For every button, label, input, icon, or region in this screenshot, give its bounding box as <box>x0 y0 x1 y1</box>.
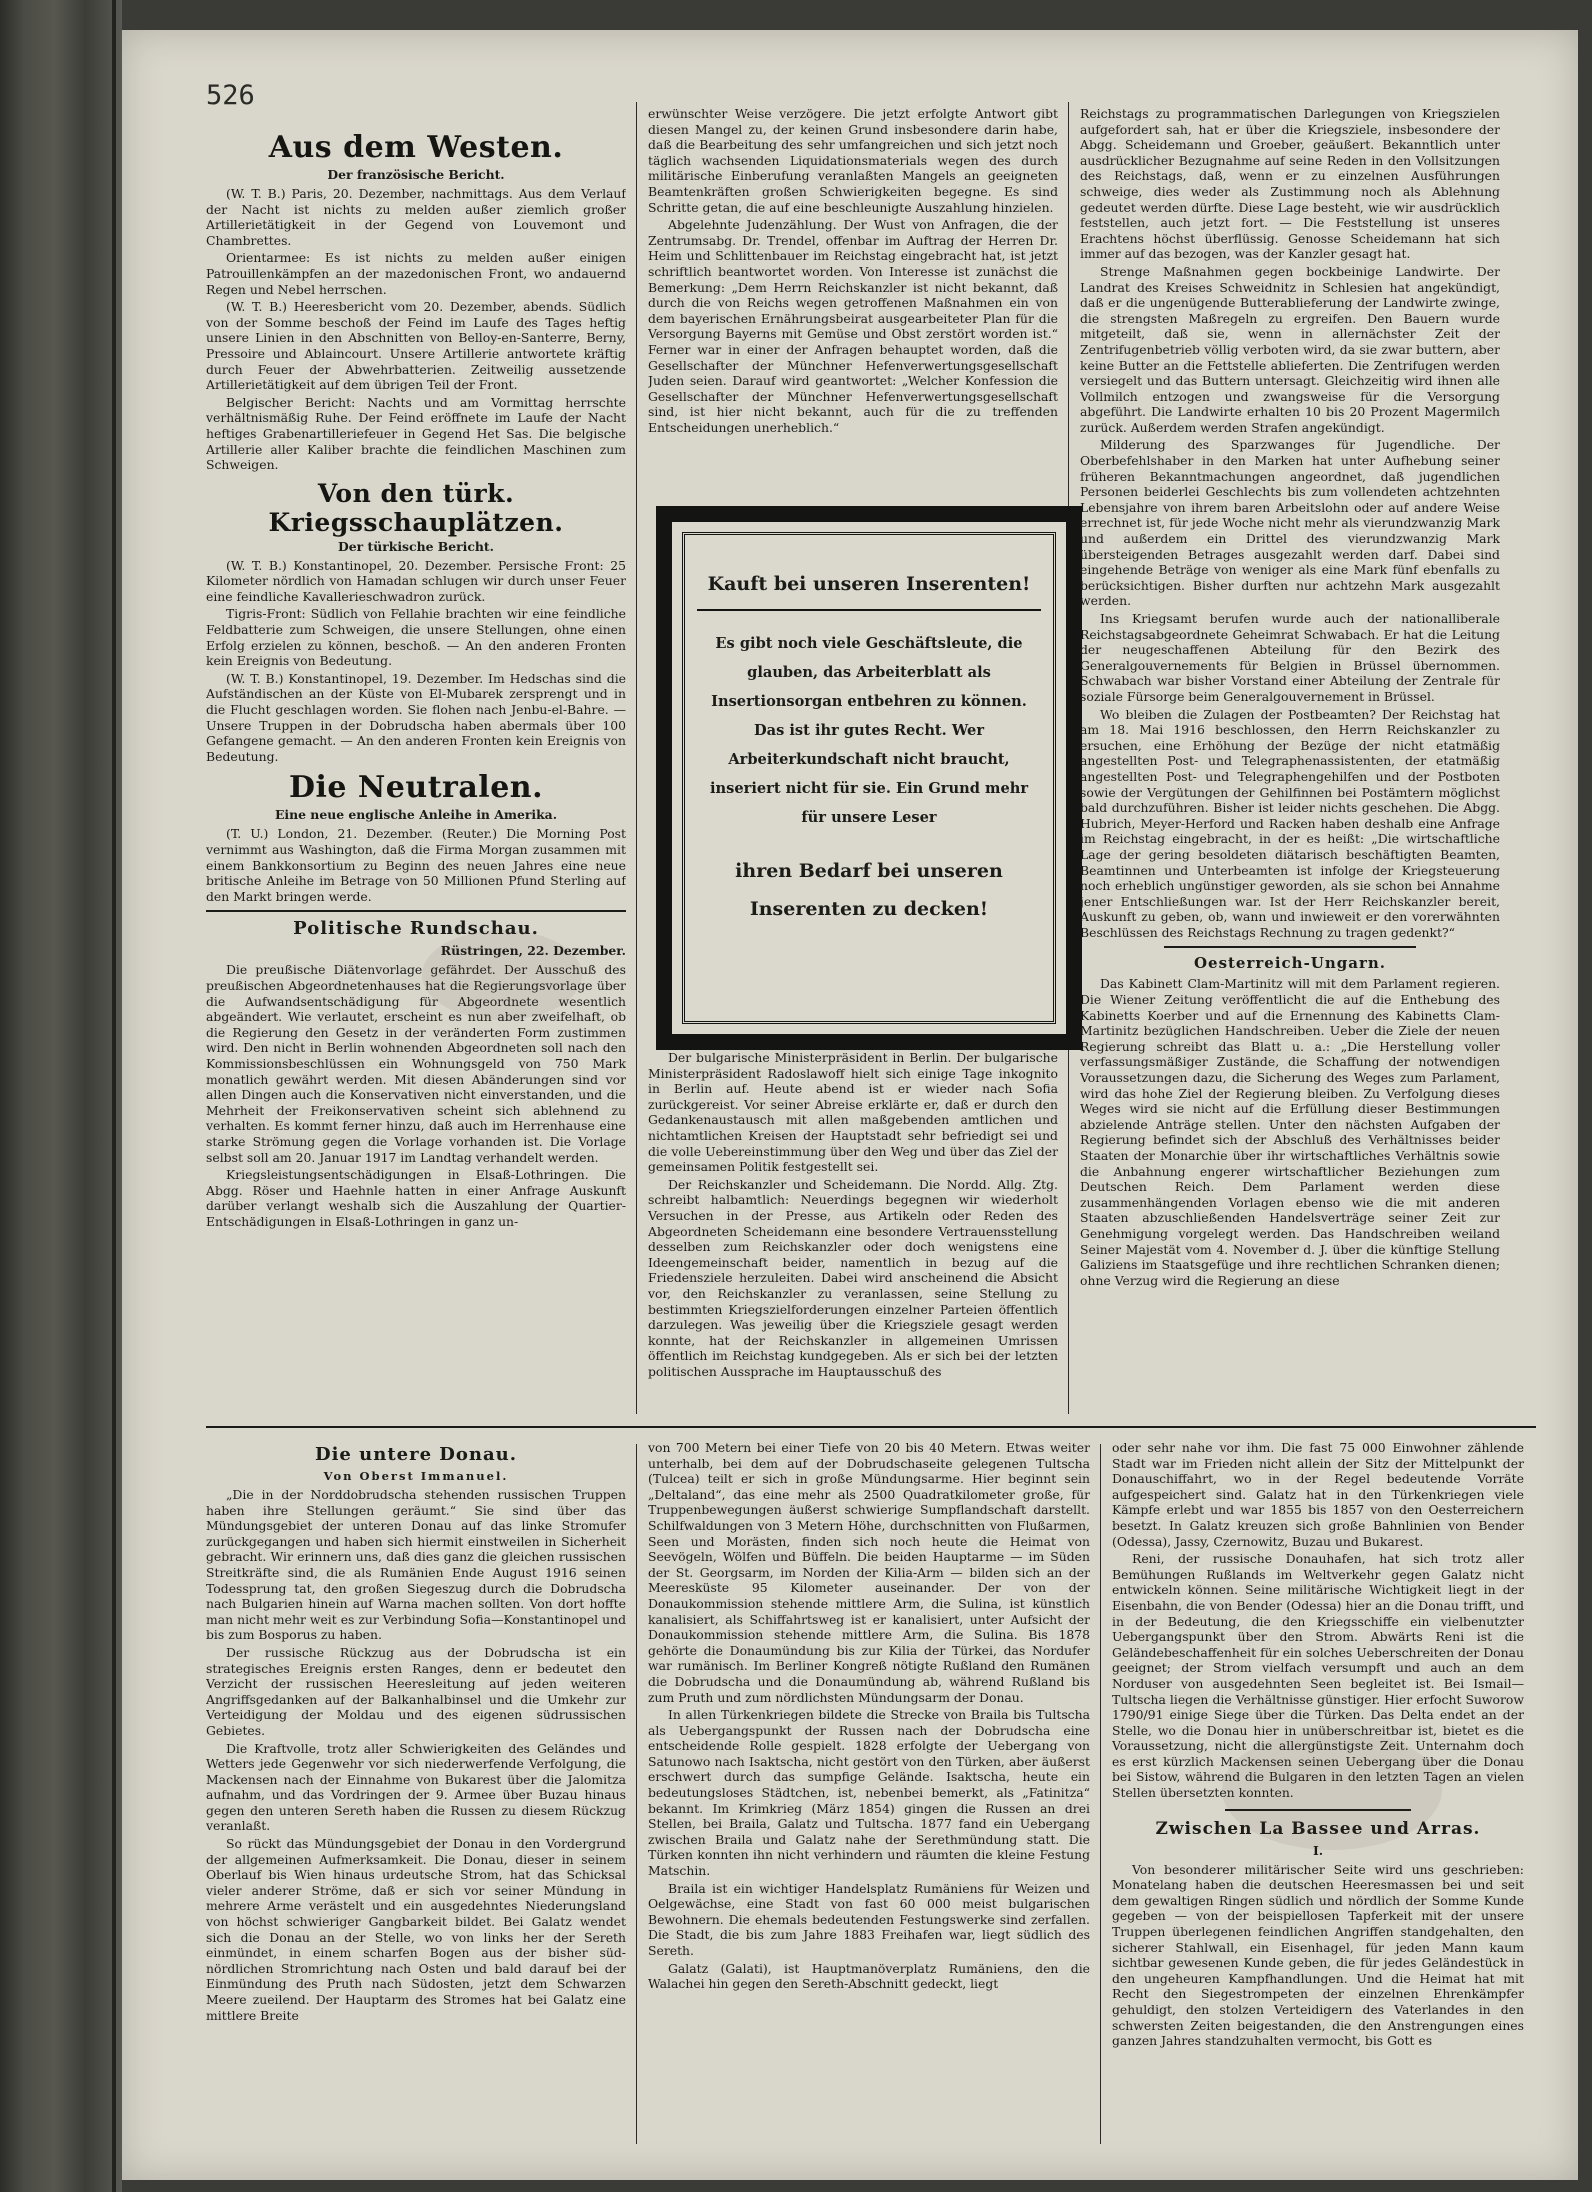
advertisement-box <box>656 506 1082 1050</box>
short-rule <box>1164 946 1416 948</box>
subheadline-turk: Der türkische Bericht. <box>338 538 494 554</box>
article-chancellor: Der Reichskanzler und Scheidemann. Die Nordd. Allg. Ztg. schreibt halbamtlich: Neuerdings begegnen wir wiederholt Versuchen in der Presse, aus Artikeln oder Reden des Abgeordneten Scheidemann eine besondere Vertrauensstellung desselben zum Reichskanzler oder doch wenigstens eine Ideengemeinschaft beider, namentlich in bezug auf die Friedensziele herzuleiten. Dabei wird anscheinend die Absicht vor, den Reichskanzler zu veranlassen, seine Stellung zu bestimmten Kriegszielforderungen einzelner Parteien öffentlich darzulegen. Was jeweilig über die Kriegsziele gesagt werden konnte, hat der Reichskanzler in allgemeinen Umrissen öffentlich im Reichstag kundgegeben. Als er sich bei der letzten politischen Aussprache im Hauptausschuß des <box>648 1176 1058 1379</box>
lower-column-2 <box>648 1440 1090 2145</box>
article-neutral-p1: (T. U.) London, 21. Dezember. (Reuter.) Die Morning Post vernimmt aus Washington, daß die Firma Morgan zusammen mit einem Bankkonsortium zu Beginn des neuen Jahres eine neue britische Anleihe im Betrage von 50 Millionen Pfund Sterling auf den Markt bringen werde. <box>206 826 626 904</box>
headline-neutral: Die Neutralen. <box>288 770 544 806</box>
article-sparzwang: Milderung des Sparzwanges für Jugendliche. Der Oberbefehlshaber in den Marken hat unter Aufhebung seiner früheren Bekanntmachungen angeordnet, daß jugendlichen Personen beiderlei Geschlechts bis zum vollendeten achtzehnten Lebensjahre von ihrem baren Arbeitslohn oder auf andere Weise errechnet ist, für jede Woche nicht mehr als vierundzwanzig Mark und außerdem ein Drittel des vierundzwanzig Mark übersteigenden Betrages ausgezahlt werden darf. Dabei sind eingehende Beträge von weniger als eine Mark fünf ebenfalls zu berücksichtigen. Bisher durften nur achtzehn Mark ausgezahlt werden. <box>1080 437 1500 609</box>
part-number: I. <box>1312 1842 1324 1858</box>
dateline-politics: Rüstringen, 22. Dezember. <box>440 943 626 959</box>
ad-body: Es gibt noch viele Geschäftsleute, die glauben, das Arbeiterblatt als Insertionsorgan entbehren zu können. Das ist ihr gutes Recht. Wer Arbeiterkundschaft nicht braucht, inseriert nicht für sie. Ein Grund mehr für unsere Leser <box>709 635 1029 826</box>
donau-p5: von 700 Metern bei einer Tiefe von 20 bis 40 Metern. Etwas weiter unterhalb, bei dem auf der Dobrudschaseite gelegenen Tultscha (Tulcea) teilt er sich in große Mündungsarme. Hier beginnt sein „Deltaland“, das eine mehr als 2500 Quadratkilometer große, für Truppenbewegungen äußerst schwierige Sumpflandschaft darstellt. Schilfwaldungen von 3 Metern Höhe, durchschnitten von Flußarmen, Seen und Morästen, finden sich noch heute die Heimat von Seevögeln, Wölfen und Büffeln. Die beiden Hauptarme — im Süden der St. Georgsarm, im Norden der Kilia-Arm — bilden sich an der Meeresküste 95 Kilometer auseinander. Der von der Donaukommission stehende mittlere Arm, die Sulina, ist künstlich kanalisiert, als Schiffahrtsweg ist er kanalisiert, unter Aufsicht der Donaukommission stehende mittlere Arm, die Sulina. Bis 1878 gehörte die Donaumündung bis zur Kilia der Türkei, das Nordufer war rumänisch. Im Berliner Kongreß nötigte Rußland den Rumänen die Dobrudscha und die Donaumündung ab, während Rußland bis zum Pruth und zum nördlichsten Mündungsarm der Donau. <box>648 1440 1090 1705</box>
la-bassee-p1: Von besonderer militärischer Seite wird uns geschrieben: Monatelang haben die deutschen Heeresmassen bei und seit dem gewaltigen Ringen südlich und nördlich der Somme Kunde gegeben — von der beispiellosen Tapferkeit mit der unsere Truppen überlegenen feindlichen Angriffen standgehalten, den sicherer Stahlwall, ein Eisenhagel, für jeden Mann kaum sichtbar gewesenen Kunde geben, die für jedes Geländestück in den ungeheuren Kampfhandlungen. Und die Heimat hat mit Recht den Siegestrompeten der einzelnen Ehrenkämpfer gehuldigt, den stolzen Verteidigern des Vaterlandes in den schwersten Zeiten beigestanden, die den Anstrengungen eines ganzen Jahres standzuhalten vermocht, bis Gott es <box>1112 1861 1524 2049</box>
column-rule-4 <box>1100 1444 1101 2144</box>
column-rule-1 <box>636 102 637 1414</box>
column-3 <box>1080 106 1500 1418</box>
article-politics-p2: Kriegsleistungsentschädigungen in Elsaß-Lothringen. Die Abgg. Röser und Haehnle hatten in einer Anfrage Auskunft darüber verlangt weshalb sich die Auszahlung der Quartier-Entschädigungen in Elsaß-Lothringen in ganz un- <box>206 1167 626 1229</box>
article-austria-p1: Das Kabinett Clam-Martinitz will mit dem Parlament regieren. Die Wiener Zeitung veröffentlicht die auf die Enthebung des Kabinetts Koerber und auf die Ernennung des Kabinetts Clam-Martinitz bezüglichen Handschreiben. Ueber die Ziele der neuen Regierung schreibt das Blatt u. a.: „Die Herstellung voller verfassungsmäßiger Zustände, die Schaffung der notwendigen Voraussetzungen dazu, die Sicherung des Weges zum Parlament, wird das hohe Ziel der Regierung bleiben. Zu Verfolgung dieses Weges wird sie nicht auf die Erfüllung dieser Bestimmungen abzielende Anträge stellen. Unter den nächsten Aufgaben der Regierung befindet sich der Abschluß des Verhältnisses beider Staaten der Monarchie über ihr wirtschaftliches Verhältnis sowie die Anbahnung engerer wirtschaftlicher Beziehungen zum Deutschen Reich. Dem Parlament werden diese zusammenhängenden Vorlagen ebenso wie die mit anderen Staaten abzuschließenden Handelsverträge seiner Zeit zur Genehmigung vorgelegt werden. Das Handschreiben weiland Seiner Majestät vom 4. November d. J. über die künftige Stellung Galiziens im Staatsgefüge und ihre rechtlichen Schranken dienen; ohne Verzug wird die Regierung an diese <box>1080 976 1500 1288</box>
article-west-p3: (W. T. B.) Heeresbericht vom 20. Dezember, abends. Südlich von der Somme beschoß der Feind im Laufe des Tages heftig unsere Linien in den Abschnitten von Belloy-en-Santerre, Berny, Pressoire und Ablaincourt. Unsere Artillerie antwortete kräftig durch Feuer der Abwehrbatterien. Zeitweilig aussetzende Artillerietätigkeit auf dem übrigen Teil der Front. <box>206 299 626 393</box>
newspaper-page <box>122 30 1578 2180</box>
donau-p6: In allen Türkenkriegen bildete die Strecke von Braila bis Tultscha als Uebergangspunkt der Russen nach der Dobrudscha eine entscheidende Rolle gespielt. 1828 erfolgte der Uebergang von Satunowo nach Isaktscha, nicht gestört von den Türken, aber äußerst erschwert durch das sumpfige Gelände. Isaktscha, heute ein bedeutungsloses Städtchen, ist, nebenbei bemerkt, als „Fatinitza“ bekannt. Im Krimkrieg (März 1854) gingen die Russen an drei Stellen, bei Braila, Galatz und Tultscha. 1877 fand ein Uebergang zwischen Braila und Galatz nahe der Serethmündung statt. Die Türken konnten ihn nicht verhindern und räumten die kleine Festung Matschin. <box>648 1707 1090 1879</box>
article-turk-p2: Tigris-Front: Südlich von Fellahie brachten wir eine feindliche Feldbatterie zum Schweigen, die unsere Stellungen, ohne einen Erfolg erzielen zu können, beschoß. — An den anderen Fronten kein Ereignis von Bedeutung. <box>206 606 626 669</box>
lower-column-1 <box>206 1440 626 2145</box>
subheadline-neutral: Eine neue englische Anleihe in Amerika. <box>274 807 558 823</box>
byline-donau: Von Oberst Immanuel. <box>323 1469 509 1483</box>
article-judenzaehlung: Abgelehnte Judenzählung. Der Wust von Anfragen, die der Zentrumsabg. Dr. Trendel, offenbar im Auftrag der Herren Dr. Heim und Schlittenbauer im Reichstag eingebracht hat, ist jetzt schriftlich beantwortet worden. Von Interesse ist zunächst die Bemerkung: „Dem Herrn Reichskanzler ist nicht bekannt, daß durch die von Reichs wegen getroffenen Maßnahmen ein von dem bayerischen Ernährungsbeirat ausgearbeiteter Plan für die Versorgung Bayerns mit Gemüse und Obst zerstört worden ist.“ Ferner war in einer der Anfragen behauptet worden, daß die Gesellschafter der Münchner Hefenverwertungsgesellschaft Juden seien. Darauf wird geantwortet: „Welcher Konfession die Gesellschafter der Münchner Hefenverwertungsgesellschaft sind, ist hier nicht bekannt, auch für die zu treffenden Entscheidungen unerheblich.“ <box>648 217 1058 435</box>
article-col2-p1: erwünschter Weise verzögere. Die jetzt erfolgte Antwort gibt diesen Mangel zu, der keinen Grund insbesondere darin habe, daß die Bearbeitung des sehr umfangreichen und sich jetzt noch täglich wachsenden Liquidationsmaterials wegen des durch militärische Einberufung veranlaßten Mangels an geeigneten Beamtenkräften großen Schwierigkeiten begegne. Es sind Schritte getan, die auf eine beschleunigte Auszahlung hinzielen. <box>648 106 1058 215</box>
donau-p7: Braila ist ein wichtiger Handelsplatz Rumäniens für Weizen und Oelgewächse, eine Stadt von fast 60 000 meist bulgarischen Bewohnern. Die ehemals bedeutenden Festungswerke sind zerfallen. Die Stadt, die bis zum Jahre 1883 Freihafen war, liegt südlich des Sereth. <box>648 1880 1090 1958</box>
column-2-bottom <box>648 1050 1058 1420</box>
headline-politics: Politische Rundschau. <box>293 918 539 940</box>
article-turk-p3: (W. T. B.) Konstantinopel, 19. Dezember. Im Hedschas sind die Aufständischen an der Küste von El-Mubarek zersprengt und in die Flucht geschlagen worden. Sie flohen nach Jenbu-el-Bahre. — Unsere Truppen in der Dobrudscha haben abermals über 100 Gefangene gemacht. — An den anderen Fronten kein Ereignis von Bedeutung. <box>206 670 626 764</box>
article-turk-p1: (W. T. B.) Konstantinopel, 20. Dezember. Persische Front: 25 Kilometer nördlich von Hamadan schlugen wir durch unser Feuer eine feindliche Kavallerieschwadron zurück. <box>206 557 626 604</box>
article-politics-p1: Die preußische Diätenvorlage gefährdet. Der Ausschuß des preußischen Abgeordnetenhauses hat die Regierungsvorlage über die Aufwandsentschädigung für Abgeordnete wesentlich abgeändert. Wie verlautet, erscheint es nun aber zweifelhaft, ob die Regierung den Gesetz in der veränderten Form zustimmen wird. Den nicht in Berlin wohnenden Abgeordneten soll nach den Kommissionsbeschlüssen ein Wohnungsgeld von 750 Mark monatlich gewährt werden. Mit diesen Abänderungen sind vor allen Dingen auch die Konservativen nicht einverstanden, und die Mehrheit der Freikonservativen scheint sich ablehnend zu verhalten. Es kommt ferner hinzu, daß auch im Herrenhause eine starke Strömung gegen die Vorlage vorhanden ist. Die Vorlage selbst soll am 20. Januar 1917 im Landtag verhandelt werden. <box>206 962 626 1165</box>
donau-p9: oder sehr nahe vor ihm. Die fast 75 000 Einwohner zählende Stadt war im Frieden nicht allein der Sitz der Mittelpunkt der Donauschiffahrt, wo in der Regel bedeutende Vorräte aufgespeichert sind. Galatz hat in den Türkenkriegen viele Kämpfe erlebt und war 1855 bis 1857 von den Oesterreichern besetzt. In Galatz kreuzen sich große Bahnlinien von Bender (Odessa), Jassy, Czernowitz, Buzau und Bukarest. <box>1112 1440 1524 1549</box>
paper-stain <box>1222 1730 1442 1850</box>
article-west-p2: Orientarmee: Es ist nichts zu melden außer einigen Patrouillenkämpfen an der mazedonischen Front, wo andauernd Regen und Nebel herrschen. <box>206 250 626 297</box>
headline-austria: Oesterreich-Ungarn. <box>1193 954 1387 973</box>
headline-la-bassee: Zwischen La Bassee und Arras. <box>1155 1818 1481 1839</box>
column-rule-3 <box>636 1444 637 2144</box>
headline-turk: Von den türk. Kriegsschauplätzen. <box>268 478 564 537</box>
advertisement-inner <box>682 532 1056 1024</box>
donau-p4: So rückt das Mündungsgebiet der Donau in den Vordergrund der allgemeinen Aufmerksamkeit. Die Donau, dieser in seinem Oberlauf bis Wien hinaus urdeutsche Strom, hat das Schicksal vieler anderer Ströme, daß er sich vor seiner Mündung in mehrere Arme verästelt und ein ausgedehntes Niederungsland von höchst schwieriger Gangbarkeit bildet. Bei Galatz wendet sich die Donau an der Stelle, wo von links her der Sereth einmündet, in einem scharfen Bogen aus der bisher süd-nördlichen Stromrichtung nach Osten und bald darauf bei der Einmündung des Pruth nach Südosten, jetzt dem Schwarzen Meere zueilend. Der Hauptarm des Stromes hat bei Galatz eine mittlere Breite <box>206 1836 626 2023</box>
article-col3-p1: Reichstags zu programmatischen Darlegungen von Kriegszielen aufgefordert sah, hat er über die Kriegsziele, insbesondere der Abgg. Scheidemann und Groeber, geäußert. Bekanntlich unter ausdrücklicher Bezugnahme auf seine Reden in den Vollsitzungen des Reichstags, daß, wenn er zu einzelnen Ausführungen schweige, dies weder als Zustimmung noch als Ablehnung gedeutet werden dürfte. Diese Lage besteht, wie wir ausdrücklich feststellen, auch jetzt fort. — Die Feststellung ist unseres Erachtens höchst überflüssig. Genosse Scheidemann hat sich immer auf das bezogen, was der Kanzler gesagt hat. <box>1080 106 1500 262</box>
paper-stain <box>422 930 582 1020</box>
page-number: 526 <box>206 80 255 111</box>
book-binding <box>0 0 122 2192</box>
headline-donau: Die untere Donau. <box>314 1444 518 1465</box>
article-bulgarian-pm: Der bulgarische Ministerpräsident in Berlin. Der bulgarische Ministerpräsident Radoslawoff hielt sich einige Tage inkognito in Berlin auf. Heute abend ist er wieder nach Sofia zurückgereist. Vor seiner Abreise erklärte er, daß er durch den Gedankenaustausch mit allen maßgebenden amtlichen und nichtamtlichen Kreisen der Hauptstadt sehr befriedigt sei und die volle Uebereinstimmung über den Weg und über das Ziel der gemeinsamen Politik festgestellt sei. <box>648 1050 1058 1175</box>
ad-callout: ihren Bedarf bei unseren Inserenten zu decken! <box>735 860 1003 920</box>
article-west-p4: Belgischer Bericht: Nachts und am Vormittag herrschte verhältnismäßig Ruhe. Der Feind eröffnete im Laufe der Nacht heftiges Grabenartilleriefeuer in Gegend Het Sas. Die belgische Artillerie aller Kaliber brachte die feindlichen Maschinen zum Schweigen. <box>206 394 626 473</box>
article-west-p1: (W. T. B.) Paris, 20. Dezember, nachmittags. Aus dem Verlauf der Nacht ist nichts zu melden außer ziemlich großer Artillerietätigkeit in der Gegend von Louvemont und Chambrettes. <box>206 186 626 248</box>
article-postbeamte: Wo bleiben die Zulagen der Postbeamten? Der Reichstag hat am 18. Mai 1916 beschlossen, den Herrn Reichskanzler zu ersuchen, eine Erhöhung der Bezüge der nicht etatmäßig angestellten Post- und Telegraphenassistenten, der etatmäßig angestellten Post- und Telegraphengehilfen und der Postboten sowie der Vergütungen der Gehilfinnen bei Postämtern möglichst bald durchzuführen. Bisher ist leider nichts geschehen. Die Abgg. Hubrich, Meyer-Herford und Racken haben deshalb eine Anfrage im Reichstag eingebracht, in der es heißt: „Die wirtschaftliche Lage der gering besoldeten diätarisch beschäftigten Beamten, Beamtinnen und Unterbeamten ist infolge der Kriegsteuerung noch erheblich ungünstiger geworden, als sie schon bei Annahme jener Entschließungen war. Ist der Herr Reichskanzler bereit, Auskunft zu geben, ob, wann und inwieweit er den vorerwähnten Beschlüssen des Reichstags Rechnung zu tragen gedenkt?“ <box>1080 706 1500 940</box>
donau-p1: „Die in der Norddobrudscha stehenden russischen Truppen haben ihre Stellungen geräumt.“ Sie sind über das Mündungsgebiet der unteren Donau auf das linke Stromufer zurückgegangen und haben sich hiermit einstweilen in Sicherheit gebracht. Wir erinnern uns, daß dies ganz die gleichen russischen Streitkräfte sind, die als Rumänien Ende August 1916 seinen Todessprung tat, den großen Siegeszug durch die Dobrudscha nach Bulgarien hinein auf Warna machen sollten. Von dort hoffte man nicht mehr weit es zur Verbindung Sofia—Konstantinopel und bis zum Bosporus zu haben. <box>206 1487 626 1643</box>
article-kriegsamt: Ins Kriegsamt berufen wurde auch der nationalliberale Reichstagsabgeordnete Geheimrat Schwabach. Er hat die Leitung der neugeschaffenen Abteilung für den Bezirk des Generalgouvernements für Belgien in Brüssel übernommen. Schwabach war bisher Vorstand einer Abteilung der Zentrale für soziale Fürsorge beim Generalgouvernement in Brüssel. <box>1080 611 1500 704</box>
donau-p3: Die Kraftvolle, trotz aller Schwierigkeiten des Geländes und Wetters jede Gegenwehr vor sich niederwerfende Verfolgung, die Mackensen nach der Einnahme von Bukarest über die Jalomitza aufnahm, und das Vordringen der 9. Armee über Buzau hinaus gegen den unteren Sereth haben die Russen zu diesem Rückzug veranlaßt. <box>206 1740 626 1834</box>
column-1 <box>206 130 626 1420</box>
headline-west: Aus dem Westen. <box>268 130 564 165</box>
article-landwirte: Strenge Maßnahmen gegen bockbeinige Landwirte. Der Landrat des Kreises Schweidnitz in Schlesien hat angekündigt, daß er die ungenügende Butterablieferung der Landwirte zwinge, die strengsten Maßregeln zu ergreifen. Den Bauern wurde mitgeteilt, daß sie, wenn in allernächster Zeit der Zentrifugenbetrieb völlig verboten wird, da sie zwar buttern, aber keine Butter an die Fettstelle ablieferten. Die Zentrifugen werden versiegelt und das Buttern untersagt. Gleichzeitig wird ihnen alle Vollmilch entzogen und zwangsweise für die Versorgung abgeführt. Die Landwirte erhalten 10 bis 20 Prozent Magermilch zurück. Außerdem werden Strafen angekündigt. <box>1080 263 1500 435</box>
horizontal-rule <box>206 1426 1536 1428</box>
column-2-top <box>648 106 1058 496</box>
donau-p8: Galatz (Galati), ist Hauptmanöverplatz Rumäniens, den die Walachei hin gegen den Sereth-Abschnitt gedeckt, liegt <box>648 1960 1090 1992</box>
subheadline-west: Der französische Bericht. <box>327 167 505 182</box>
donau-p2: Der russische Rückzug aus der Dobrudscha ist ein strategisches Ereignis ersten Ranges, denn er bedeutet den Verzicht der russischen Heeresleitung auf jeden weiteren Angriffsgedanken auf der Balkanhalbinsel und die Umkehr zur Verteidigung der Moldau und des eigenen südrussischen Gebietes. <box>206 1644 626 1738</box>
donau-p10: Reni, der russische Donauhafen, hat sich trotz aller Bemühungen Rußlands im Weltverkehr gegen Galatz nicht entwickeln können. Seine militärische Wichtigkeit liegt in der Eisenbahn, die von Bender (Odessa) hier an die Donau trifft, und in der Bedeutung, die den Kriegsschiffe ein vielbenutzter Uebergangspunkt über den Strom. Abwärts Reni ist die Geländebeschaffenheit für ein solches Ueberschreiten der Donau geeignet; der Strom vielfach versumpft und auch an dem Norduser von ausgedehnten Seen begleitet ist. Bei Ismail—Tultscha liegen die Verhältnisse günstiger. Hier erfocht Suworow 1790/91 einige Siege über die Türken. Das Delta endet an der Stelle, wo die Donau hier in unüberschreitbar ist, bietet es die Voraussetzung, nicht die allergünstigste Zeit. Unternahm doch es erst kürzlich Mackensen seinen Uebergang über die Donau bei Sistow, während die Bulgaren in den letzten Tagen an vielen Stellen übersetzten konnten. <box>1112 1551 1524 1801</box>
section-rule <box>206 910 626 912</box>
ad-headline: Kauft bei unseren Inserenten! <box>697 573 1041 611</box>
